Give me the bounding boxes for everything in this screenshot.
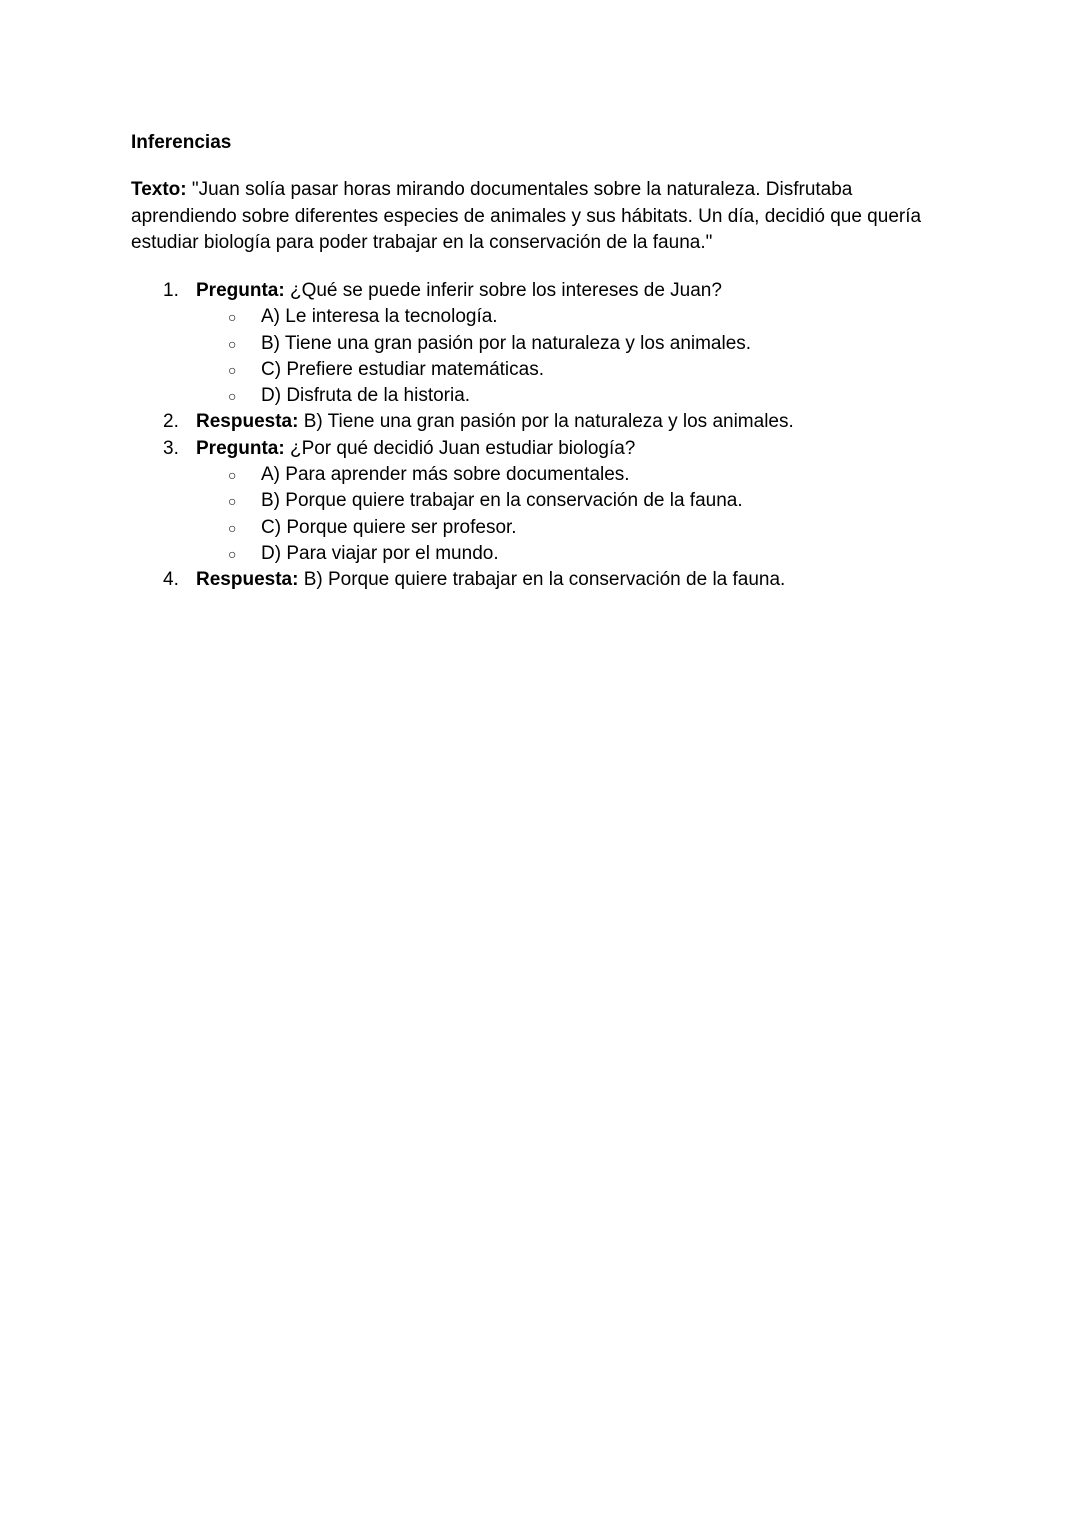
option-text: A) Le interesa la tecnología. — [261, 306, 498, 328]
item-number: 4. — [163, 569, 179, 591]
answer-line — [0, 409, 1080, 435]
option-item — [0, 515, 1080, 541]
question-line — [0, 278, 1080, 304]
passage-paragraph — [131, 177, 931, 257]
option-text: D) Disfruta de la historia. — [261, 385, 471, 407]
item-number: 2. — [163, 411, 179, 433]
hollow-circle-bullet-icon: ○ — [228, 493, 237, 510]
question-item — [0, 436, 1080, 567]
option-item — [0, 331, 1080, 357]
option-text: C) Prefiere estudiar matemáticas. — [261, 358, 544, 380]
hollow-circle-bullet-icon: ○ — [228, 388, 237, 405]
answer-label: Respuesta: — [196, 569, 299, 591]
question-label: Pregunta: — [196, 280, 285, 301]
option-item — [0, 462, 1080, 488]
option-text: B) Tiene una gran pasión por la naturaleza y los animales. — [261, 332, 752, 354]
document-heading: Inferencias — [131, 132, 232, 153]
option-item — [0, 357, 1080, 383]
hollow-circle-bullet-icon: ○ — [228, 519, 237, 536]
option-text: C) Porque quiere ser profesor. — [261, 516, 517, 538]
option-item — [0, 304, 1080, 330]
hollow-circle-bullet-icon: ○ — [228, 309, 237, 326]
option-text: D) Para viajar por el mundo. — [261, 542, 499, 564]
passage-text: "Juan solía pasar horas mirando documentales sobre la naturaleza. Disfrutaba aprendiendo sobre diferentes especies de animales y sus hábitats. Un día, decidió que quería estudiar biología para poder trabajar en la conservación de la fauna." — [131, 179, 922, 253]
answer-label: Respuesta: — [196, 411, 299, 433]
question-list — [0, 278, 1080, 594]
option-text: A) Para aprender más sobre documentales. — [261, 464, 630, 486]
option-text: B) Porque quiere trabajar en la conservación de la fauna. — [261, 490, 743, 512]
item-number: 1. — [163, 280, 179, 301]
question-item — [0, 278, 1080, 409]
answer-line — [0, 567, 1080, 593]
question-text: ¿Qué se puede inferir sobre los intereses de Juan? — [284, 280, 722, 301]
passage-label: Texto: — [131, 179, 187, 200]
question-label: Pregunta: — [196, 437, 285, 459]
question-text: ¿Por qué decidió Juan estudiar biología? — [284, 437, 636, 459]
item-number: 3. — [163, 437, 179, 459]
option-item — [0, 541, 1080, 567]
question-line — [0, 436, 1080, 462]
answer-item — [0, 409, 1080, 435]
answer-text: B) Porque quiere trabajar en la conservación de la fauna. — [298, 569, 786, 591]
hollow-circle-bullet-icon: ○ — [228, 467, 237, 484]
hollow-circle-bullet-icon: ○ — [228, 361, 237, 378]
answer-text: B) Tiene una gran pasión por la naturaleza y los animales. — [298, 411, 794, 433]
answer-item — [0, 567, 1080, 593]
hollow-circle-bullet-icon: ○ — [228, 545, 237, 562]
option-item — [0, 383, 1080, 409]
hollow-circle-bullet-icon: ○ — [228, 335, 237, 352]
option-item — [0, 488, 1080, 514]
